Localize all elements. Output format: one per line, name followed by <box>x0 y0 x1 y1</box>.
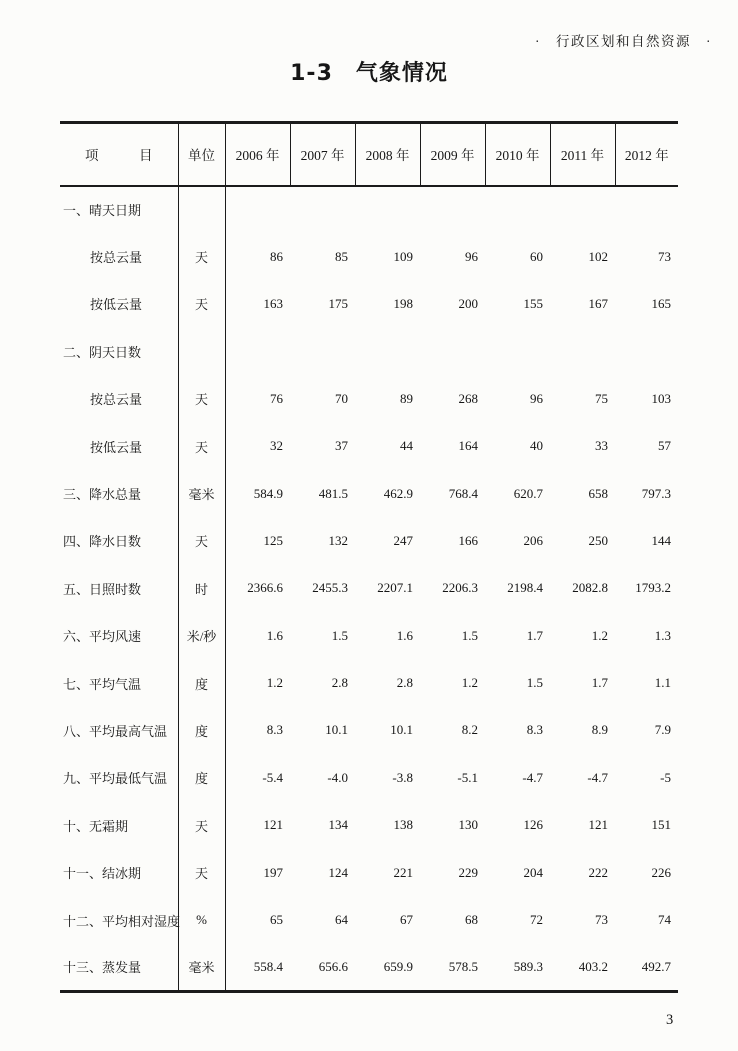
table-row <box>60 328 678 375</box>
value-cell: 96 <box>530 390 543 406</box>
value-cell <box>615 186 678 233</box>
value-cell: 65 <box>270 912 283 928</box>
value-cell: 134 <box>328 817 348 833</box>
value-cell: 1.1 <box>654 675 671 691</box>
value-cell <box>290 328 355 375</box>
value-cell <box>420 328 485 375</box>
value-cell: 151 <box>651 817 671 833</box>
row-label: 二、阴天日数 <box>60 328 178 375</box>
value-cell: 226 <box>651 864 671 880</box>
value-cell: 76 <box>270 390 283 406</box>
value-cell: 229 <box>458 864 478 880</box>
row-label: 九、平均最低气温 <box>60 754 178 801</box>
value-cell: 125 <box>263 532 283 548</box>
row-label: 八、平均最高气温 <box>60 707 178 754</box>
value-cell: 8.3 <box>526 722 543 738</box>
table-header-row <box>60 123 678 186</box>
row-unit: 天 <box>178 280 225 327</box>
value-cell: 73 <box>595 912 608 928</box>
value-cell <box>290 186 355 233</box>
row-unit: 毫米 <box>178 944 225 991</box>
value-cell: 268 <box>458 390 478 406</box>
value-cell: 32 <box>270 438 283 454</box>
row-unit: 毫米 <box>178 470 225 517</box>
row-label: 三、降水总量 <box>60 470 178 517</box>
value-cell <box>615 328 678 375</box>
value-cell: 1.5 <box>331 627 348 643</box>
value-cell: 197 <box>263 864 283 880</box>
row-label: 十、无霜期 <box>60 802 178 849</box>
value-cell <box>225 328 290 375</box>
value-cell: -4.7 <box>522 769 543 785</box>
row-unit: 天 <box>178 422 225 469</box>
value-cell: 492.7 <box>641 958 671 974</box>
row-unit: 度 <box>178 754 225 801</box>
value-cell: 462.9 <box>383 485 413 501</box>
value-cell: 103 <box>651 390 671 406</box>
row-label: 一、晴天日期 <box>60 186 178 233</box>
value-cell: 198 <box>393 295 413 311</box>
value-cell: 40 <box>530 438 543 454</box>
value-cell: 1.3 <box>654 627 671 643</box>
value-cell: 2.8 <box>331 675 348 691</box>
value-cell: 2207.1 <box>377 580 413 596</box>
page-number: 3 <box>666 1012 674 1028</box>
value-cell: 1.7 <box>526 627 543 643</box>
year-column-header: 2010 年 <box>485 123 550 186</box>
table-row <box>60 517 678 564</box>
table-row <box>60 233 678 280</box>
row-unit: 天 <box>178 375 225 422</box>
value-cell <box>355 328 420 375</box>
value-cell: 130 <box>458 817 478 833</box>
value-cell: 124 <box>328 864 348 880</box>
value-cell: 8.2 <box>461 722 478 738</box>
value-cell: 86 <box>270 248 283 264</box>
value-cell: 57 <box>658 438 671 454</box>
value-cell: 8.3 <box>266 722 283 738</box>
value-cell: 70 <box>335 390 348 406</box>
item-column-header: 项 目 <box>60 123 178 186</box>
value-cell: 797.3 <box>641 485 671 501</box>
row-unit: 天 <box>178 802 225 849</box>
value-cell: 1.6 <box>266 627 283 643</box>
value-cell <box>225 186 290 233</box>
row-label: 七、平均气温 <box>60 659 178 706</box>
table-row <box>60 754 678 801</box>
table-row <box>60 565 678 612</box>
row-label: 十三、蒸发量 <box>60 944 178 991</box>
row-unit: 度 <box>178 659 225 706</box>
value-cell: 132 <box>328 532 348 548</box>
value-cell: 768.4 <box>448 485 478 501</box>
value-cell <box>485 186 550 233</box>
value-cell: 165 <box>651 295 671 311</box>
value-cell: -3.8 <box>392 769 413 785</box>
weather-table <box>60 121 678 993</box>
value-cell: 64 <box>335 912 348 928</box>
value-cell: 7.9 <box>654 722 671 738</box>
value-cell: 33 <box>595 438 608 454</box>
row-unit <box>178 328 225 375</box>
value-cell: 481.5 <box>318 485 348 501</box>
value-cell: 164 <box>458 438 478 454</box>
value-cell: 44 <box>400 438 413 454</box>
value-cell: 68 <box>465 912 478 928</box>
table-row <box>60 612 678 659</box>
row-unit: 天 <box>178 517 225 564</box>
value-cell: 2198.4 <box>507 580 543 596</box>
value-cell: 163 <box>263 295 283 311</box>
value-cell: 2455.3 <box>312 580 348 596</box>
value-cell: 247 <box>393 532 413 548</box>
value-cell: 75 <box>595 390 608 406</box>
value-cell: 166 <box>458 532 478 548</box>
table-row <box>60 186 678 233</box>
value-cell: 60 <box>530 248 543 264</box>
running-header: · 行政区划和自然资源 · <box>535 34 712 49</box>
value-cell: 1.2 <box>461 675 478 691</box>
table-body <box>60 186 678 992</box>
value-cell: 2082.8 <box>572 580 608 596</box>
row-unit: 时 <box>178 565 225 612</box>
row-unit: 度 <box>178 707 225 754</box>
value-cell: 8.9 <box>591 722 608 738</box>
row-unit: % <box>178 896 225 943</box>
value-cell <box>420 186 485 233</box>
value-cell: 144 <box>651 532 671 548</box>
value-cell <box>550 186 615 233</box>
value-cell: 72 <box>530 912 543 928</box>
row-label: 四、降水日数 <box>60 517 178 564</box>
table-row <box>60 422 678 469</box>
value-cell <box>550 328 615 375</box>
value-cell: 121 <box>263 817 283 833</box>
row-label: 按低云量 <box>60 422 178 469</box>
value-cell: 175 <box>328 295 348 311</box>
row-label: 六、平均风速 <box>60 612 178 659</box>
value-cell: 1.2 <box>266 675 283 691</box>
value-cell: 96 <box>465 248 478 264</box>
value-cell: 89 <box>400 390 413 406</box>
year-column-header: 2012 年 <box>615 123 678 186</box>
value-cell: 155 <box>523 295 543 311</box>
value-cell: 167 <box>588 295 608 311</box>
row-label: 按总云量 <box>60 375 178 422</box>
value-cell: -5.4 <box>262 769 283 785</box>
value-cell: 138 <box>393 817 413 833</box>
value-cell: 1793.2 <box>635 580 671 596</box>
value-cell: -4.0 <box>327 769 348 785</box>
row-label: 五、日照时数 <box>60 565 178 612</box>
value-cell: 578.5 <box>448 958 478 974</box>
value-cell: 589.3 <box>513 958 543 974</box>
row-unit: 天 <box>178 233 225 280</box>
value-cell <box>485 328 550 375</box>
table-row <box>60 849 678 896</box>
value-cell: 2.8 <box>396 675 413 691</box>
unit-column-header: 单位 <box>178 123 225 186</box>
value-cell: 250 <box>588 532 608 548</box>
value-cell: 67 <box>400 912 413 928</box>
page-title: 1-3 气象情况 <box>290 61 448 86</box>
row-label: 按低云量 <box>60 280 178 327</box>
value-cell: 658 <box>588 485 608 501</box>
value-cell: -5.1 <box>457 769 478 785</box>
value-cell: 659.9 <box>383 958 413 974</box>
row-unit: 天 <box>178 849 225 896</box>
value-cell: 1.2 <box>591 627 608 643</box>
value-cell: 222 <box>588 864 608 880</box>
value-cell: 121 <box>588 817 608 833</box>
value-cell: 1.6 <box>396 627 413 643</box>
value-cell: 221 <box>393 864 413 880</box>
value-cell: 74 <box>658 912 671 928</box>
value-cell: 10.1 <box>390 722 413 738</box>
value-cell: 620.7 <box>513 485 543 501</box>
row-label: 十一、结冰期 <box>60 849 178 896</box>
year-column-header: 2007 年 <box>290 123 355 186</box>
value-cell: 85 <box>335 248 348 264</box>
year-column-header: 2008 年 <box>355 123 420 186</box>
table-row <box>60 896 678 943</box>
row-unit: 米/秒 <box>178 612 225 659</box>
row-label: 十二、平均相对湿度 <box>60 896 178 943</box>
value-cell: 200 <box>458 295 478 311</box>
value-cell: 1.5 <box>526 675 543 691</box>
value-cell: 558.4 <box>253 958 283 974</box>
value-cell: 126 <box>523 817 543 833</box>
year-column-header: 2009 年 <box>420 123 485 186</box>
value-cell: 403.2 <box>578 958 608 974</box>
table-row <box>60 280 678 327</box>
value-cell: -5 <box>660 769 671 785</box>
value-cell: 206 <box>523 532 543 548</box>
year-column-header: 2011 年 <box>550 123 615 186</box>
row-unit <box>178 186 225 233</box>
value-cell: 1.7 <box>591 675 608 691</box>
value-cell: 2366.6 <box>247 580 283 596</box>
table-row <box>60 659 678 706</box>
table-row <box>60 375 678 422</box>
row-label: 按总云量 <box>60 233 178 280</box>
value-cell: 1.5 <box>461 627 478 643</box>
table-header <box>60 123 678 186</box>
table-row <box>60 707 678 754</box>
value-cell: 109 <box>393 248 413 264</box>
value-cell: 656.6 <box>318 958 348 974</box>
value-cell <box>355 186 420 233</box>
value-cell: 584.9 <box>253 485 283 501</box>
value-cell: -4.7 <box>587 769 608 785</box>
value-cell: 10.1 <box>325 722 348 738</box>
year-column-header: 2006 年 <box>225 123 290 186</box>
value-cell: 73 <box>658 248 671 264</box>
value-cell: 204 <box>523 864 543 880</box>
value-cell: 102 <box>588 248 608 264</box>
value-cell: 37 <box>335 438 348 454</box>
value-cell: 2206.3 <box>442 580 478 596</box>
table-row <box>60 802 678 849</box>
table-row <box>60 944 678 991</box>
table-row <box>60 470 678 517</box>
